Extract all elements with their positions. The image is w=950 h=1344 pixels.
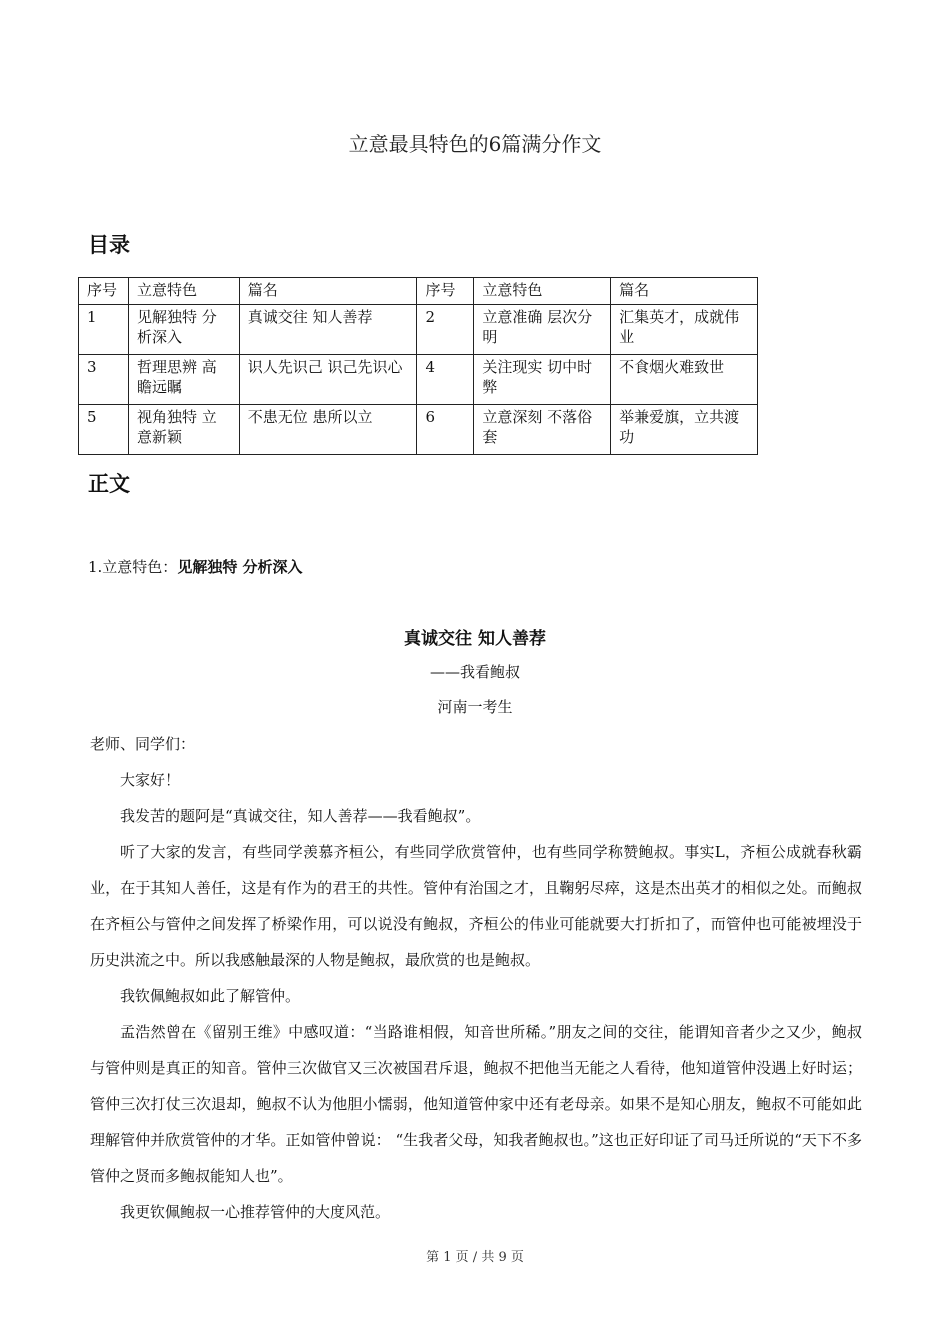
toc-cell-essay-title: 举兼爱旗，立共渡功 — [611, 405, 758, 455]
toc-cell-feature: 立意深刻 不落俗套 — [474, 405, 611, 455]
toc-cell-number: 3 — [79, 355, 129, 405]
essay-author: 河南一考生 — [437, 698, 513, 716]
essay-title: 真诚交往 知人善荐 — [404, 629, 546, 649]
feature-value: 见解独特 分析深入 — [177, 558, 303, 576]
toc-header-cell: 立意特色 — [474, 278, 611, 305]
toc-table — [78, 277, 758, 455]
toc-cell-number: 5 — [79, 405, 129, 455]
toc-header-cell: 立意特色 — [128, 278, 239, 305]
essay-paragraph: 我钦佩鲍叔如此了解管仲。 — [120, 987, 301, 1005]
essay-paragraph: 我更钦佩鲍叔一心推荐管仲的大度风范。 — [120, 1203, 391, 1221]
page-footer: 第 1 页 / 共 9 页 — [426, 1250, 524, 1265]
essay-paragraph: 大家好！ — [120, 771, 181, 789]
toc-cell-feature: 立意准确 层次分明 — [474, 305, 611, 355]
toc-heading: 目录 — [88, 233, 130, 257]
toc-cell-number: 2 — [417, 305, 474, 355]
feature-line — [88, 556, 303, 577]
toc-cell-essay-title: 真诚交往 知人善荐 — [239, 305, 417, 355]
toc-row — [79, 405, 758, 455]
essay-paragraph: 孟浩然曾在《留别王维》中感叹道：“当路谁相假，知音世所稀。”朋友之间的交往，能谓知音者少之又少，鲍叔与管仲则是真正的知音。管仲三次做官又三次被国君斥退，鲍叔不把他当无能之人看待，他知道管仲没遇上好时运；管仲三次打仗三次退却，鲍叔不认为他胆小懦弱，他知道管仲家中还有老母亲。如果不是知心朋友，鲍叔不可能如此理解管仲并欣赏管仲的才华。正如管仲曾说： “生我者父母，知我者鲍叔也。”这也正好印证了司马迁所说的“天下不多管仲之贤而多鲍叔能知人也”。 — [90, 1023, 862, 1185]
toc-cell-feature: 视角独特 立意新颖 — [128, 405, 239, 455]
essay-subtitle: ——我看鲍叔 — [429, 663, 520, 681]
toc-cell-essay-title: 汇集英才，成就伟业 — [611, 305, 758, 355]
toc-header-row — [79, 278, 758, 305]
toc-header-cell: 序号 — [417, 278, 474, 305]
essay-body — [90, 726, 862, 1230]
toc-cell-essay-title: 不食烟火难致世 — [611, 355, 758, 405]
essay-greeting: 老师、同学们： — [90, 735, 196, 753]
toc-cell-essay-title: 识人先识己 识己先识心 — [239, 355, 417, 405]
toc-row — [79, 305, 758, 355]
body-heading: 正文 — [88, 472, 130, 496]
toc-header-cell: 篇名 — [239, 278, 417, 305]
toc-header-cell: 序号 — [79, 278, 129, 305]
essay-paragraph: 听了大家的发言，有些同学羡慕齐桓公，有些同学欣赏管仲，也有些同学称赞鲍叔。事实L，齐桓公成就春秋霸业，在于其知人善任，这是有作为的君王的共性。管仲有治国之才，且鞠躬尽瘁，这是杰出英才的相似之处。而鲍叔在齐桓公与管仲之间发挥了桥梁作用，可以说没有鲍叔，齐桓公的伟业可能就要大打折扣了，而管仲也可能被埋没于历史洪流之中。所以我感触最深的人物是鲍叔，最欣赏的也是鲍叔。 — [90, 843, 862, 969]
toc-header-cell: 篇名 — [611, 278, 758, 305]
toc-cell-feature: 见解独特 分析深入 — [128, 305, 239, 355]
toc-cell-number: 1 — [79, 305, 129, 355]
toc-cell-number: 6 — [417, 405, 474, 455]
toc-cell-feature: 哲理思辨 高瞻远瞩 — [128, 355, 239, 405]
toc-cell-number: 4 — [417, 355, 474, 405]
feature-prefix: 1.立意特色： — [88, 558, 178, 576]
essay-paragraph: 我发苦的题阿是“真诚交往，知人善荐——我看鲍叔”。 — [120, 807, 481, 825]
toc-cell-feature: 关注现实 切中时弊 — [474, 355, 611, 405]
document-title: 立意最具特色的6篇满分作文 — [348, 132, 602, 156]
toc-cell-essay-title: 不患无位 患所以立 — [239, 405, 417, 455]
toc-row — [79, 355, 758, 405]
